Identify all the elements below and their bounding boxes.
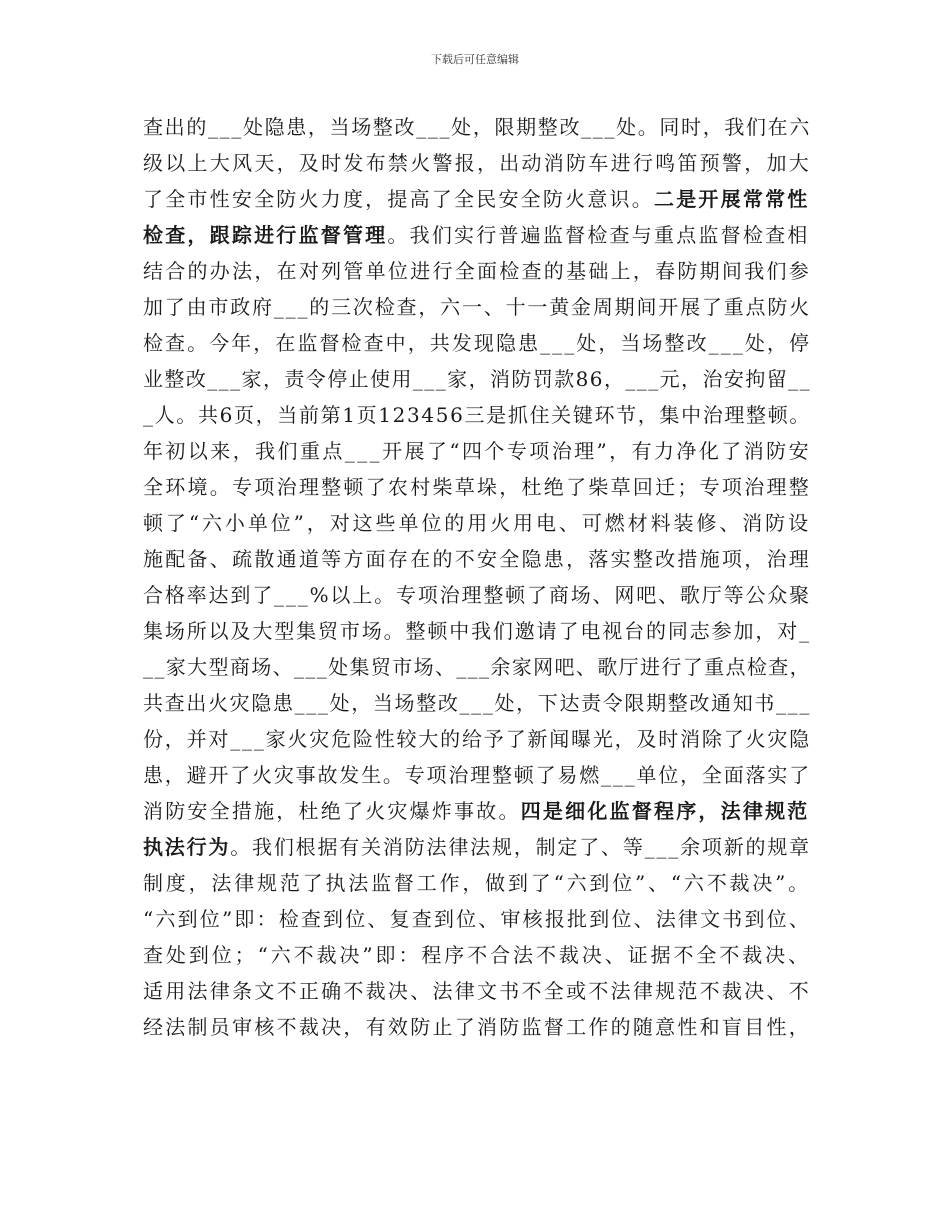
text-line — [143, 541, 811, 577]
text-line — [143, 181, 811, 217]
bold-heading-text: 执法行为 — [143, 835, 231, 859]
text-line — [143, 937, 811, 973]
text-line — [143, 217, 811, 253]
text-line — [143, 685, 811, 721]
text-line — [143, 973, 811, 1009]
line-text: 。我们实行普遍监督检查与重点监督检查相 — [387, 223, 810, 247]
line-text: 顿了“六小单位”，对这些单位的用火用电、可燃材料装修、消防设 — [143, 511, 811, 535]
line-text: 级以上大风天，及时发布禁火警报，出动消防车进行鸣笛预警，加大 — [143, 151, 811, 175]
text-line — [143, 469, 811, 505]
line-text: 制度，法律规范了执法监督工作，做到了“六到位”、“六不裁决”。 — [143, 871, 811, 895]
text-line — [143, 433, 811, 469]
text-line — [143, 901, 811, 937]
text-line — [143, 361, 811, 397]
bold-heading-text: 检查，跟踪进行监督管理 — [143, 223, 388, 247]
text-line — [143, 649, 811, 685]
line-text: 集场所以及大型集贸市场。整顿中我们邀请了电视台的同志参加，对_ — [143, 619, 811, 643]
line-text: __家大型商场、___处集贸市场、___余家网吧、歌厅进行了重点检查， — [143, 655, 811, 679]
text-line — [143, 109, 811, 145]
line-text: “六到位”即：检查到位、复查到位、审核报批到位、法律文书到位、 — [143, 907, 811, 931]
text-line — [143, 865, 811, 901]
text-line — [143, 289, 811, 325]
text-line — [143, 145, 811, 181]
text-line — [143, 253, 811, 289]
line-text: 消防安全措施，杜绝了火灾爆炸事故。 — [143, 799, 521, 823]
bold-heading-text: 四是细化监督程序，法律规范 — [520, 799, 810, 823]
line-text: 全环境。专项治理整顿了农村柴草垛，杜绝了柴草回迁；专项治理整 — [143, 475, 811, 499]
line-text: 共查出火灾隐患___处，当场整改___处，下达责令限期整改通知书___ — [143, 691, 811, 715]
line-text: 施配备、疏散通道等方面存在的不安全隐患，落实整改措施项，治理 — [143, 547, 811, 571]
line-text: 适用法律条文不正确不裁决、法律文书不全或不法律规范不裁决、不 — [143, 979, 811, 1003]
line-text: 份，并对___家火灾危险性较大的给予了新闻曝光，及时消除了火灾隐 — [143, 727, 811, 751]
text-line — [143, 397, 811, 433]
line-text: 查出的___处隐患，当场整改___处，限期整改___处。同时，我们在六 — [143, 115, 811, 139]
line-text: 患，避开了火灾事故发生。专项治理整顿了易燃___单位，全面落实了 — [143, 763, 811, 787]
line-text: 年初以来，我们重点___开展了“四个专项治理”，有力净化了消防安 — [143, 439, 811, 463]
line-text: 加了由市政府___的三次检查，六一、十一黄金周期间开展了重点防火 — [143, 295, 811, 319]
text-line — [143, 829, 811, 865]
text-line — [143, 721, 811, 757]
line-text: 经法制员审核不裁决，有效防止了消防监督工作的随意性和盲目性， — [143, 1015, 811, 1039]
text-line — [143, 577, 811, 613]
line-text: 合格率达到了___%以上。专项治理整顿了商场、网吧、歌厅等公众聚 — [143, 583, 811, 607]
text-line — [143, 793, 811, 829]
text-line — [143, 613, 811, 649]
bold-heading-text: 二是开展常常性 — [653, 187, 810, 211]
page-header: 下载后可任意编辑 — [431, 53, 519, 66]
text-line — [143, 325, 811, 361]
text-line — [143, 757, 811, 793]
line-text: 结合的办法，在对列管单位进行全面检查的基础上，春防期间我们参 — [143, 259, 811, 283]
line-text: 。我们根据有关消防法律法规，制定了、等___余项新的规章 — [230, 835, 811, 859]
line-text: 业整改___家，责令停止使用___家，消防罚款86，___元，治安拘留__ — [143, 367, 811, 391]
text-line — [143, 505, 811, 541]
line-text: _人。共6页，当前第1页123456三是抓住关键环节，集中治理整顿。 — [143, 403, 811, 427]
line-text: 检查。今年，在监督检查中，共发现隐患___处，当场整改___处，停 — [143, 331, 811, 355]
document-body — [143, 109, 811, 1045]
line-text: 了全市性安全防火力度，提高了全民安全防火意识。 — [143, 187, 654, 211]
line-text: 查处到位；“六不裁决”即：程序不合法不裁决、证据不全不裁决、 — [143, 943, 811, 967]
text-line — [143, 1009, 811, 1045]
